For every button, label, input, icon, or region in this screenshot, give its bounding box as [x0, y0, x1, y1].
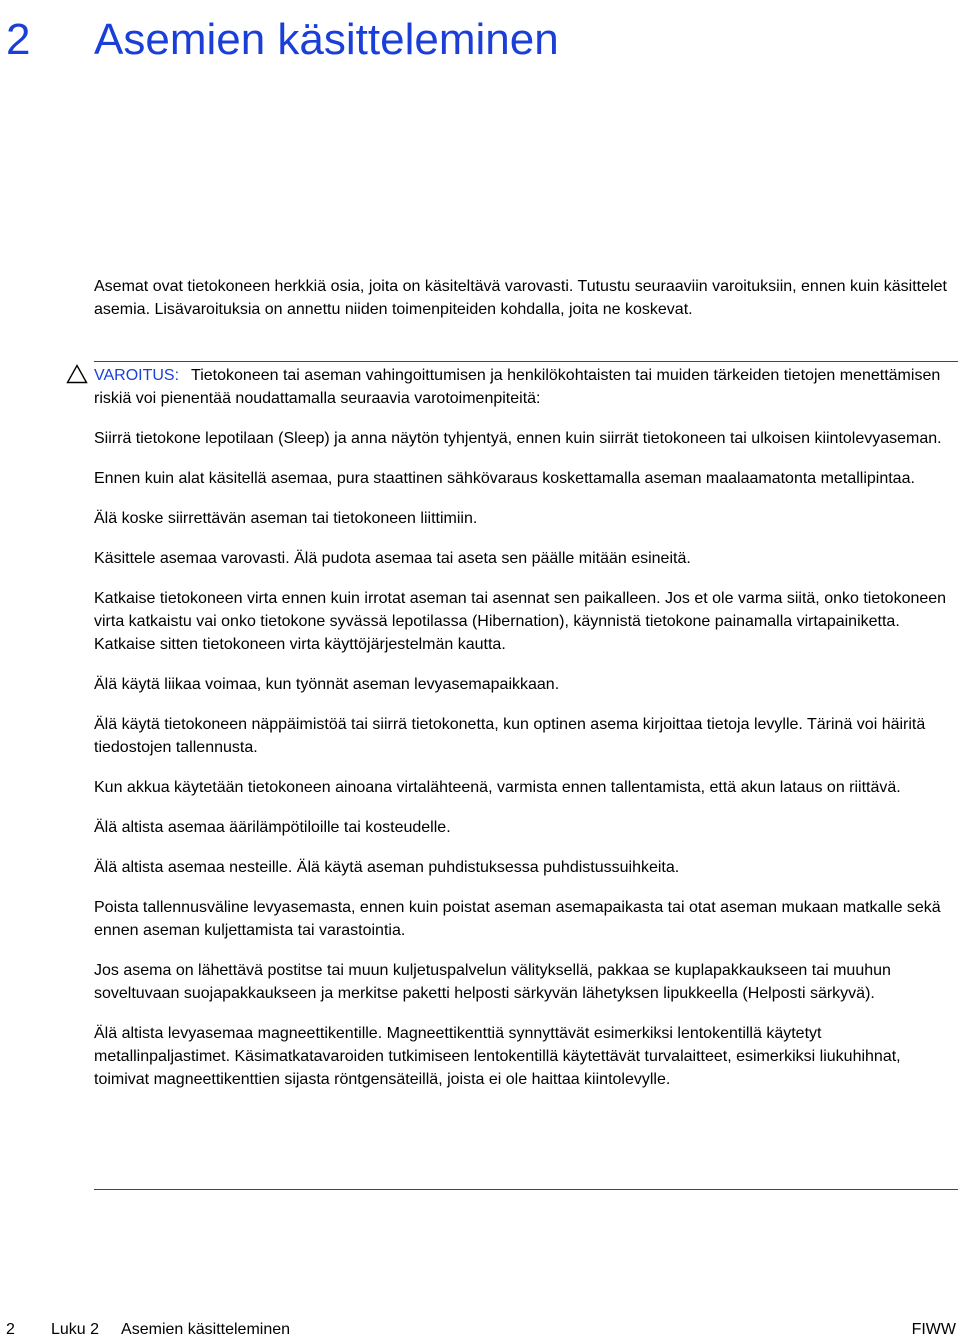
footer-page-number: 2 — [6, 1321, 15, 1338]
caution-item: Älä altista levyasemaa magneettikentille. Magneettikenttiä synnyttävät esimerkiksi lentokentillä käytetyt metallinpaljastimet. Käsimatkatavaroiden tutkimiseen lentokentillä käytettävät turvalaitteet, esimerkiksi liukuhihnat, toimivat magneettikenttien sijasta röntgensäteillä, joista ei ole haittaa kiintolevylle. — [94, 1025, 901, 1088]
caution-item: Siirrä tietokone lepotilaan (Sleep) ja anna näytön tyhjentyä, ennen kuin siirrät tietokoneen tai ulkoisen kiintolevyaseman. — [94, 430, 942, 447]
chapter-title: Asemien käsitteleminen — [94, 15, 559, 64]
footer-chapter — [51, 1320, 290, 1340]
caution-item: Jos asema on lähettävä postitse tai muun kuljetuspalvelun välityksellä, pakkaa se kuplapakkaukseen tai muuhun soveltuvaan suojapakkaukseen ja merkitse paketti helposti särkyvän lähetyksen lipukkeella (Helposti särkyvä). — [94, 962, 891, 1002]
footer-locale: FIWW — [911, 1321, 956, 1338]
caution-item: Älä altista asemaa äärilämpötiloille tai kosteudelle. — [94, 819, 451, 836]
caution-item: Älä koske siirrettävän aseman tai tietokoneen liittimiin. — [94, 510, 478, 527]
caution-item: Poista tallennusväline levyasemasta, ennen kuin poistat aseman asemapaikasta tai otat aseman mukaan matkalle sekä ennen aseman kuljettamista tai varastointia. — [94, 899, 941, 939]
caution-top-rule — [94, 361, 958, 362]
caution-item: Katkaise tietokoneen virta ennen kuin irrotat aseman tai asennat sen paikalleen. Jos et ole varma siitä, onko tietokoneen virta katkaistu vai onko tietokone syvässä lepotilassa (Hibernation), käynnistä tietokone painamalla virtapainiketta. Katkaise sitten tietokoneen virta käyttöjärjestelmän kautta. — [94, 590, 947, 653]
intro-paragraph: Asemat ovat tietokoneen herkkiä osia, joita on käsiteltävä varovasti. Tutustu seuraaviin varoituksiin, ennen kuin käsittelet asemia. Lisävaroituksia on annettu niiden toimenpiteiden kohdalla, joita ne koskevat. — [94, 278, 947, 318]
caution-notice — [94, 364, 958, 1091]
caution-item: Käsittele asemaa varovasti. Älä pudota asemaa tai aseta sen päälle mitään esineitä. — [94, 550, 691, 567]
chapter-heading — [6, 14, 559, 66]
page-footer — [6, 1320, 956, 1340]
caution-item: Ennen kuin alat käsitellä asemaa, pura staattinen sähkövaraus koskettamalla aseman maalaamatonta metallipintaa. — [94, 470, 915, 487]
caution-label: VAROITUS: — [94, 367, 180, 384]
caution-item: Kun akkua käytetään tietokoneen ainoana virtalähteenä, varmista ennen tallentamista, että akun lataus on riittävä. — [94, 779, 901, 796]
warning-triangle-icon — [66, 364, 88, 384]
caution-item: Älä käytä tietokoneen näppäimistöä tai siirrä tietokonetta, kun optinen asema kirjoittaa tietoja levylle. Tärinä voi häiritä tiedostojen tallennusta. — [94, 716, 926, 756]
caution-lead — [94, 364, 958, 410]
caution-item: Älä altista asemaa nesteille. Älä käytä aseman puhdistuksessa puhdistussuihkeita. — [94, 859, 680, 876]
caution-bottom-rule — [94, 1189, 958, 1190]
chapter-number: 2 — [6, 15, 31, 64]
footer-chapter-label: Luku 2 — [51, 1321, 100, 1338]
footer-chapter-title: Asemien käsitteleminen — [121, 1321, 291, 1338]
caution-item: Älä käytä liikaa voimaa, kun työnnät aseman levyasemapaikkaan. — [94, 676, 560, 693]
caution-lead-text: Tietokoneen tai aseman vahingoittumisen ja henkilökohtaisten tai muiden tärkeiden tietojen menettämisen riskiä voi pienentää noudattamalla seuraavia varotoimenpiteitä: — [94, 367, 941, 407]
